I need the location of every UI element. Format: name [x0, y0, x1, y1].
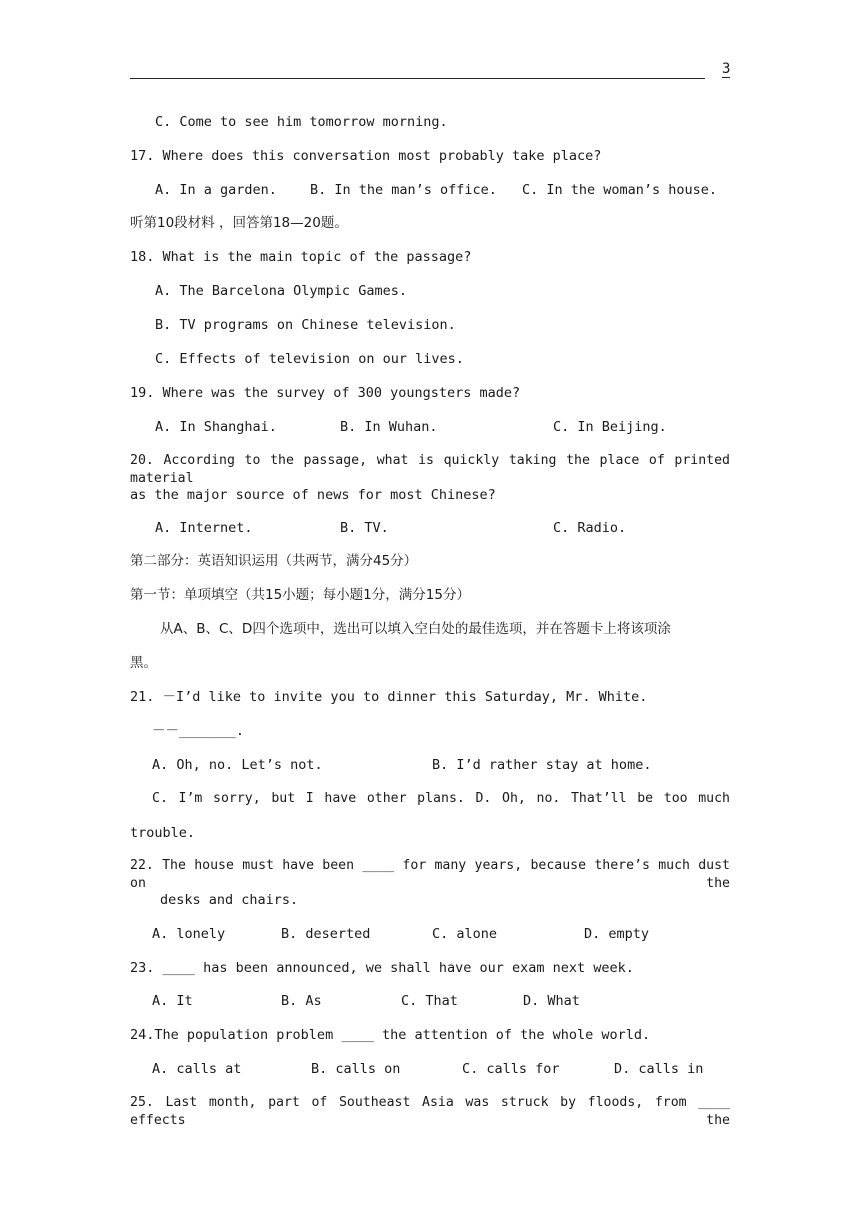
q22-stem: 22. The house must have been ____ for many years, because there’s much dust on the: [130, 858, 730, 891]
q20-stem: 20. According to the passage, what is quickly taking the place of printed material: [130, 453, 730, 486]
q17-option-c: C. In the woman’s house.: [522, 182, 718, 198]
q23-option-d: D. What: [523, 993, 580, 1009]
q23-stem: 23. ____ has been announced, we shall have our exam next week.: [130, 960, 634, 976]
q24-option-d: D. calls in: [614, 1061, 704, 1077]
section1-instructions-cont: 黑。: [130, 655, 157, 671]
q23-option-a: A. It: [152, 993, 193, 1009]
q22-option-c: C. alone: [432, 926, 498, 942]
q24-stem: 24.The population problem ____ the attention of the whole world.: [130, 1027, 651, 1043]
q25-stem: 25. Last month, part of Southeast Asia was struck by floods, from ____ effects the: [130, 1095, 730, 1128]
q20-option-b: B. TV.: [340, 520, 389, 536]
q19-stem: 19. Where was the survey of 300 youngsters made?: [130, 385, 521, 401]
section1-heading: 第一节：单项填空（共15小题；每小题1分，满分15分）: [130, 587, 470, 603]
q21-option-a: A. Oh, no. Let’s not.: [152, 757, 323, 773]
q24-option-c: C. calls for: [462, 1061, 560, 1077]
q19-option-b: B. In Wuhan.: [340, 419, 438, 435]
q21-blank: －－_______.: [152, 723, 245, 739]
q22-option-a: A. lonely: [152, 926, 226, 942]
page-number: 3: [722, 61, 731, 77]
section-instruction-10: 听第10段材料 ，回答第18—20题。: [130, 215, 348, 231]
q23-option-b: B. As: [281, 993, 322, 1009]
q17-option-b: B. In the man’s office.: [310, 182, 497, 198]
q17-option-a: A. In a garden.: [155, 182, 277, 198]
part2-heading: 第二部分：英语知识运用（共两节，满分45分）: [130, 553, 418, 569]
q16-option-c: C. Come to see him tomorrow morning.: [155, 114, 448, 130]
q20-option-c: C. Radio.: [553, 520, 627, 536]
q23-option-c: C. That: [401, 993, 458, 1009]
q22-option-d: D. empty: [584, 926, 650, 942]
q18-option-b: B. TV programs on Chinese television.: [155, 317, 456, 333]
q21-option-c-d: C. I’m sorry, but I have other plans. D. Oh, no. That’ll be too much: [152, 791, 730, 806]
q20-stem-cont: as the major source of news for most Chinese?: [130, 487, 496, 503]
q19-option-c: C. In Beijing.: [553, 419, 667, 435]
q18-option-c: C. Effects of television on our lives.: [155, 351, 464, 367]
q22-stem-cont: desks and chairs.: [160, 892, 299, 908]
header-rule: [130, 78, 705, 79]
q21-stem: 21. －I’d like to invite you to dinner this Saturday, Mr. White.: [130, 689, 648, 705]
q22-option-b: B. deserted: [281, 926, 371, 942]
q17-stem: 17. Where does this conversation most probably take place?: [130, 148, 602, 164]
q24-option-b: B. calls on: [311, 1061, 401, 1077]
q18-option-a: A. The Barcelona Olympic Games.: [155, 283, 407, 299]
q21-option-d-cont: trouble.: [130, 825, 196, 841]
q18-stem: 18. What is the main topic of the passage?: [130, 249, 472, 265]
q24-option-a: A. calls at: [152, 1061, 242, 1077]
q21-option-b: B. I’d rather stay at home.: [432, 757, 652, 773]
section1-instructions: 从A、B、C、D四个选项中，选出可以填入空白处的最佳选项，并在答题卡上将该项涂: [160, 621, 671, 637]
q19-option-a: A. In Shanghai.: [155, 419, 277, 435]
q20-option-a: A. Internet.: [155, 520, 253, 536]
